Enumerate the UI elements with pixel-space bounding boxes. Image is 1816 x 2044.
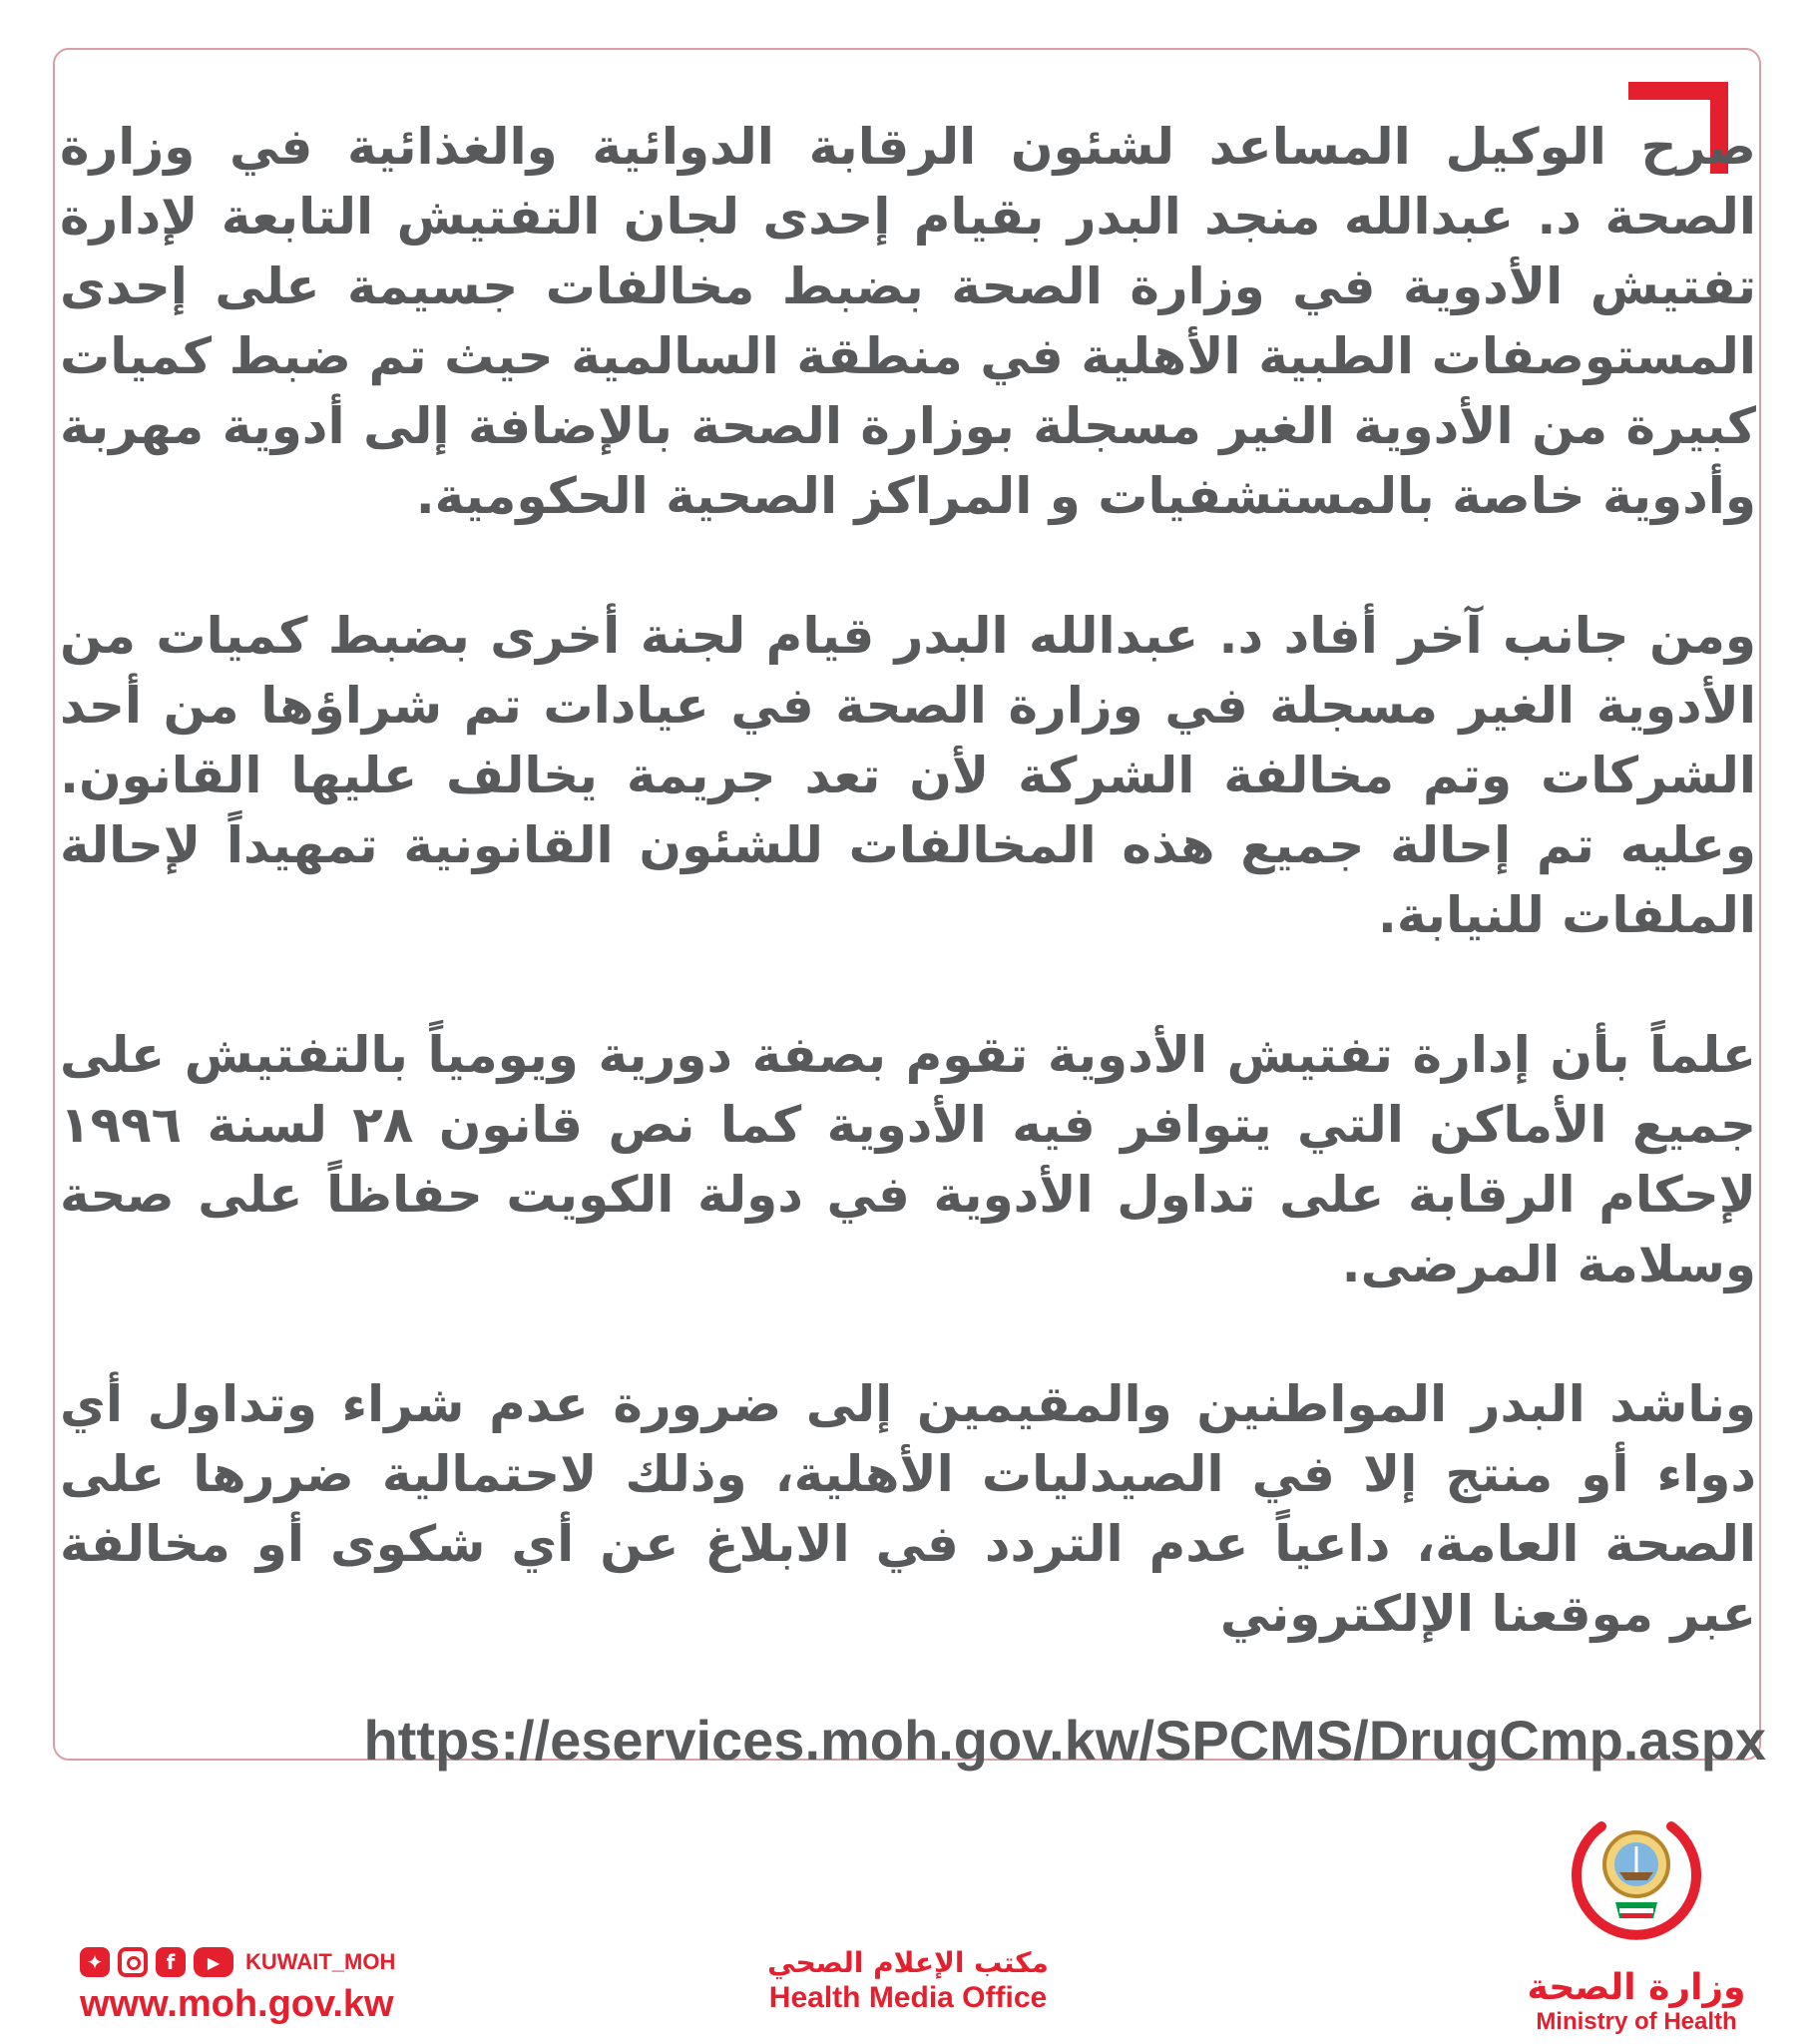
twitter-icon[interactable]: ✦ [80,1947,110,1977]
paragraph-3: علماً بأن إدارة تفتيش الأدوية تقوم بصفة دورية ويومياً بالتفتيش على جميع الأماكن التي يتوافر فيه الأدوية كما نص قانون ٢٨ لسنة ١٩٩٦ لإحكام الرقابة على تداول الأدوية في دولة الكويت حفاظاً على صحة وسلامة المرضى. [60,1026,1757,1293]
website-link[interactable]: www.moh.gov.kw [80,1983,394,2025]
media-office-en: Health Media Office [768,1981,1048,2014]
paragraph-4: وناشد البدر المواطنين والمقيمين إلى ضرورة عدم شراء وتداول أي دواء أو منتج إلا في الصيدليات الأهلية، وذلك لاحتمالية ضررها على الصحة العامة، داعياً عدم التردد في الابلاغ عن أي شكوى أو مخالفة عبر موقعنا الإلكتروني [60,1375,1756,1643]
ministry-logo-block [1517,1806,1756,2036]
facebook-icon[interactable]: f [156,1947,186,1977]
complaint-url[interactable]: https://eservices.moh.gov.kw/SPCMS/DrugCmp.aspx [363,1709,1766,1772]
statement-text [60,112,1756,1719]
media-office-ar: مكتب الإعلام الصحي [767,1946,1049,1979]
social-row [80,1946,409,1978]
ministry-emblem-icon [1562,1806,1711,1956]
instagram-icon[interactable] [118,1947,148,1977]
paragraph-2: ومن جانب آخر أفاد د. عبدالله البدر قيام لجنة أخرى بضبط كميات من الأدوية الغير مسجلة في وزارة الصحة في عيادات تم شراؤها من أحد الشركات وتم مخالفة الشركة لأن تعد جريمة يخالف عليها القانون. وعليه تم إحالة جميع هذه المخالفات للشئون القانونية تمهيداً لإحالة الملفات للنيابة. [60,607,1756,944]
social-handle: KUWAIT_MOH [245,1949,396,1974]
youtube-icon[interactable]: ▶ [194,1947,233,1977]
ministry-name-en: Ministry of Health [1536,2008,1737,2035]
social-block [80,1946,409,2026]
paragraph-1: صرح الوكيل المساعد لشئون الرقابة الدوائية والغذائية في وزارة الصحة د. عبدالله منجد البدر بقيام إحدى لجان التفتيش التابعة لإدارة تفتيش الأدوية في وزارة الصحة بضبط مخالفات جسيمة على إحدى المستوصفات الطبية الأهلية في منطقة السالمية حيث تم ضبط كميات كبيرة من الأدوية الغير مسجلة بوزارة الصحة بالإضافة إلى أدوية مهربة وأدوية خاصة بالمستشفيات و المراكز الصحية الحكومية. [60,118,1756,525]
media-office [659,1946,1157,2016]
footer [0,1787,1816,2044]
ministry-name-ar: وزارة الصحة [1527,1967,1746,2008]
